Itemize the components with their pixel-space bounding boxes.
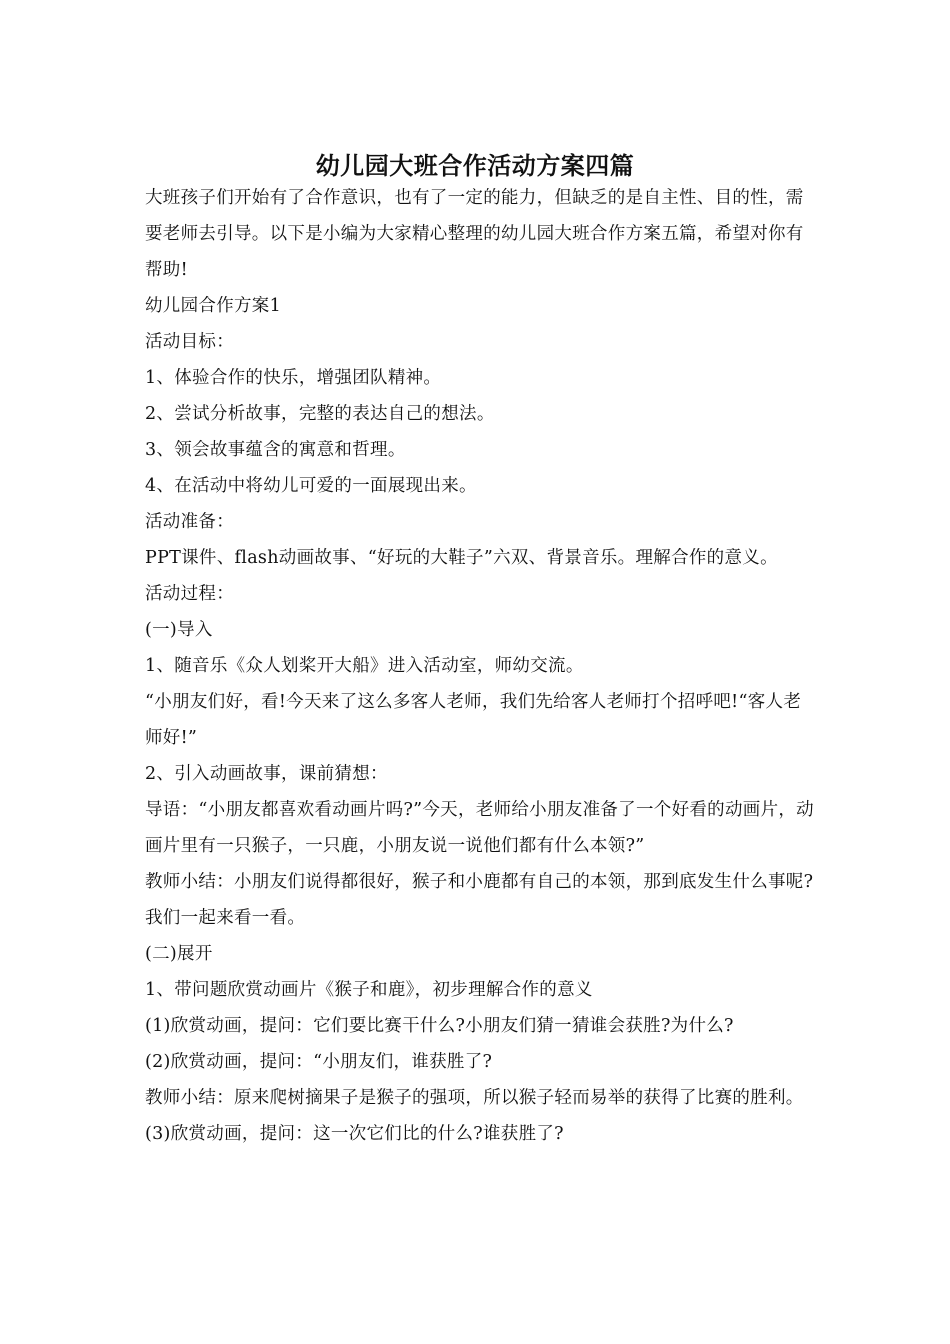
preparation-text: PPT课件、flash动画故事、“好玩的大鞋子”六双、背景音乐。理解合作的意义。 <box>145 548 778 568</box>
goal-item: 2、尝试分析故事，完整的表达自己的想法。 <box>145 404 495 424</box>
goal-item: 4、在活动中将幼儿可爱的一面展现出来。 <box>145 476 477 496</box>
subheading-goals: 活动目标： <box>145 332 234 352</box>
intro-paragraph: 大班孩子们开始有了合作意识，也有了一定的能力，但缺乏的是自主性、目的性，需要老师去引导。以下是小编为大家精心整理的幼儿园大班合作方案五篇，希望对你有帮助! <box>145 188 804 280</box>
paragraph: 教师小结：原来爬树摘果子是猴子的强项，所以猴子轻而易举的获得了比赛的胜利。 <box>145 1088 804 1108</box>
document-body <box>145 180 817 1152</box>
paragraph: 教师小结：小朋友们说得都很好，猴子和小鹿都有自己的本领，那到底发生什么事呢?我们一起来看一看。 <box>145 872 814 928</box>
goal-item: 3、领会故事蕴含的寓意和哲理。 <box>145 440 406 460</box>
paragraph: 2、引入动画故事，课前猜想： <box>145 764 388 784</box>
step-heading: (一)导入 <box>145 620 213 640</box>
document-title: 幼儿园大班合作活动方案四篇 <box>315 151 635 181</box>
goal-item: 1、体验合作的快乐，增强团队精神。 <box>145 368 442 388</box>
subheading-preparation: 活动准备： <box>145 512 234 532</box>
paragraph: 导语：“小朋友都喜欢看动画片吗?”今天，老师给小朋友准备了一个好看的动画片，动画片里有一只猴子，一只鹿，小朋友说一说他们都有什么本领?” <box>145 800 814 856</box>
paragraph: (1)欣赏动画，提问：它们要比赛干什么?小朋友们猜一猜谁会获胜?为什么? <box>145 1016 734 1036</box>
paragraph: 1、随音乐《众人划桨开大船》进入活动室，师幼交流。 <box>145 656 584 676</box>
paragraph: (2)欣赏动画，提问：“小朋友们，谁获胜了? <box>145 1052 493 1072</box>
step-heading: (二)展开 <box>145 944 213 964</box>
paragraph: “小朋友们好，看!今天来了这么多客人老师，我们先给客人老师打个招呼吧!“客人老师好!” <box>145 692 802 748</box>
paragraph: (3)欣赏动画，提问：这一次它们比的什么?谁获胜了? <box>145 1124 564 1144</box>
section-heading: 幼儿园合作方案1 <box>145 296 282 316</box>
paragraph: 1、带问题欣赏动画片《猴子和鹿》，初步理解合作的意义 <box>145 980 593 1000</box>
subheading-process: 活动过程： <box>145 584 234 604</box>
